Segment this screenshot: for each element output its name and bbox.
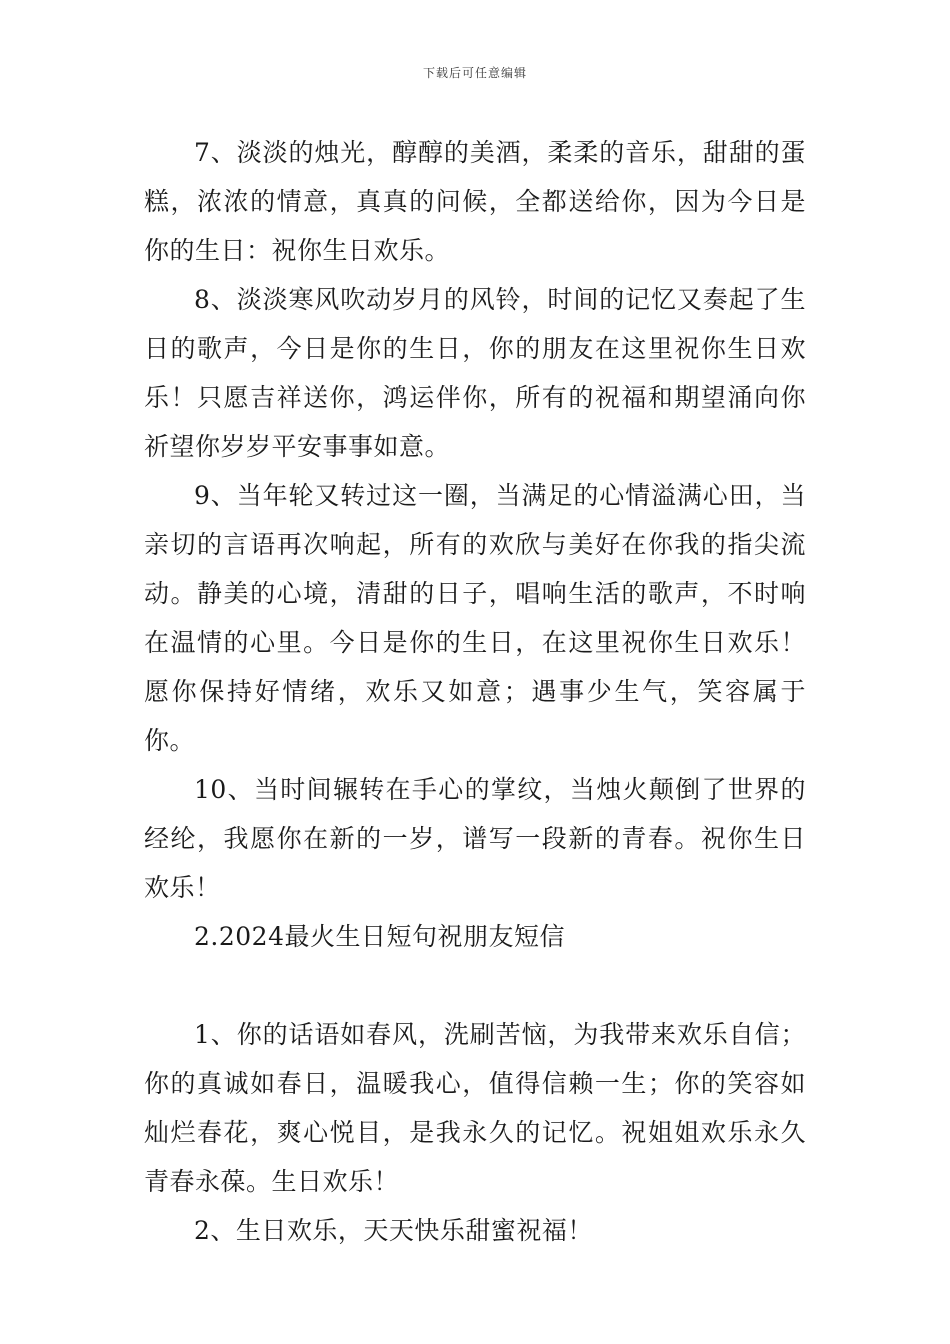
page-header: 下载后可任意编辑 (422, 66, 527, 80)
section-heading: 2.2024最火生日短句祝朋友短信 (194, 922, 565, 951)
paragraph-7: 7、淡淡的烛光，醇醇的美酒，柔柔的音乐，甜甜的蛋糕，浓浓的情意，真真的问候，全都送给你，因为今日是你的生日：祝你生日欢乐。 (144, 138, 806, 265)
paragraph-9: 9、当年轮又转过这一圈，当满足的心情溢满心田，当亲切的言语再次响起，所有的欢欣与美好在你我的指尖流动。静美的心境，清甜的日子，唱响生活的歌声，不时响在温情的心里。今日是你的生日，在这里祝你生日欢乐！愿你保持好情绪，欢乐又如意；遇事少生气，笑容属于你。 (144, 481, 806, 755)
section-paragraph-2: 2、生日欢乐，天天快乐甜蜜祝福！ (194, 1216, 593, 1245)
document-body (144, 128, 806, 1255)
paragraph-10: 10、当时间辗转在手心的掌纹，当烛火颠倒了世界的经纶，我愿你在新的一岁，谱写一段新的青春。祝你生日欢乐！ (144, 775, 806, 902)
paragraph-8: 8、淡淡寒风吹动岁月的风铃，时间的记忆又奏起了生日的歌声，今日是你的生日，你的朋友在这里祝你生日欢乐！只愿吉祥送你，鸿运伴你，所有的祝福和期望涌向你祈望你岁岁平安事事如意。 (144, 285, 806, 461)
section-paragraph-1: 1、你的话语如春风，洗刷苦恼，为我带来欢乐自信；你的真诚如春日，温暖我心，值得信赖一生；你的笑容如灿烂春花，爽心悦目，是我永久的记忆。祝姐姐欢乐永久青春永葆。生日欢乐！ (144, 1020, 806, 1196)
